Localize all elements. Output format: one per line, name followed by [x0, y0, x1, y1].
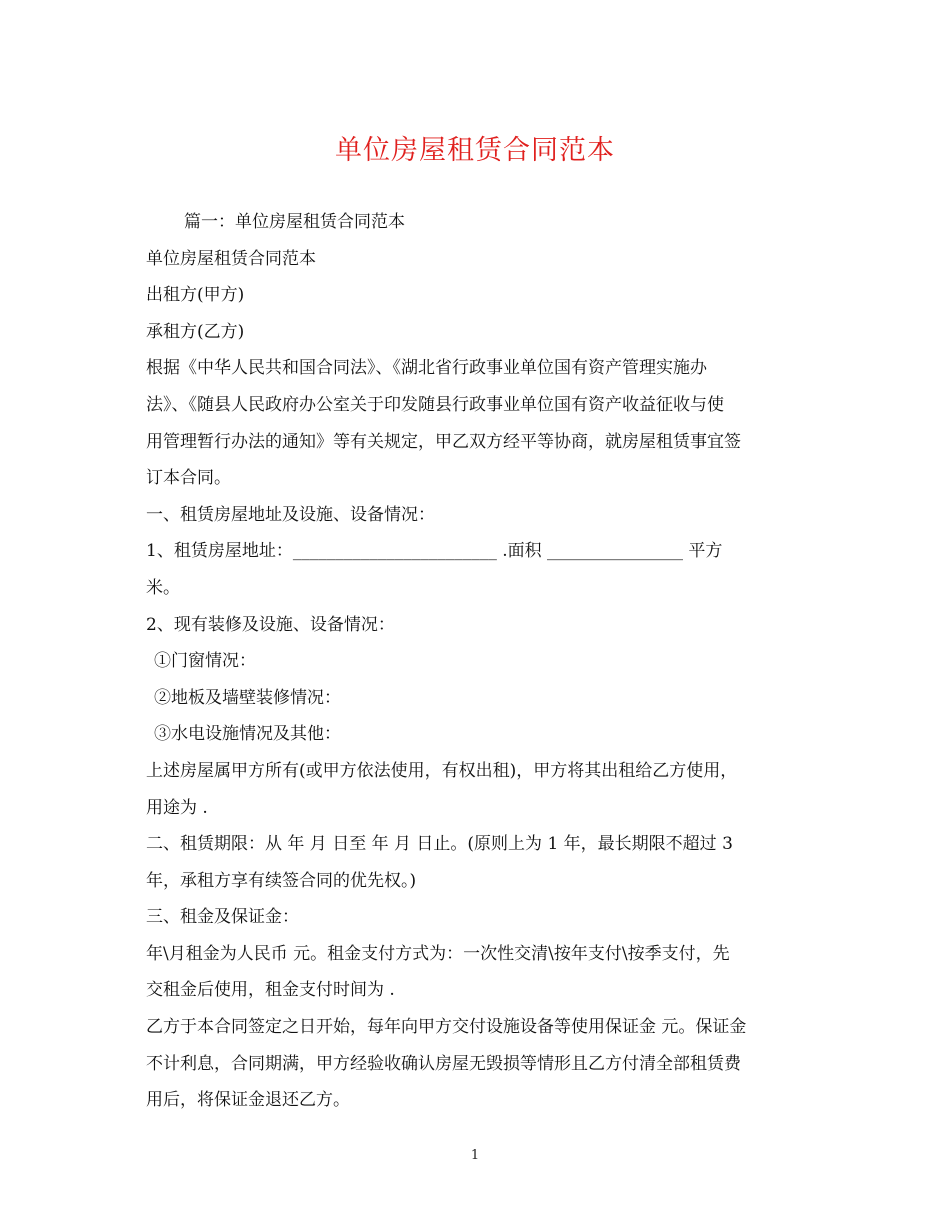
- paragraph-line: 用后，将保证金退还乙方。: [146, 1090, 350, 1111]
- clause-heading: 二、租赁期限：从 年 月 日至 年 月 日止。(原则上为 1 年，最长期限不超过 3: [146, 834, 733, 855]
- address-area-line: 1、租赁房屋地址：________________________ .面积 ________________ 平方: [146, 541, 723, 562]
- sub-item: ③水电设施情况及其他：: [154, 724, 341, 745]
- paragraph-line: 根据《中华人民共和国合同法》、《湖北省行政事业单位国有资产管理实施办: [146, 358, 707, 379]
- paragraph-line: 乙方于本合同签定之日开始，每年向甲方交付设施设备等使用保证金 元。保证金: [146, 1017, 747, 1038]
- paragraph-line: 年，承租方享有续签合同的优先权。): [146, 870, 417, 891]
- paragraph-line: 年\月租金为人民币 元。租金支付方式为：一次性交清\按年支付\按季支付，先: [146, 943, 730, 964]
- page-number: 1: [470, 1148, 480, 1163]
- paragraph-line: 交租金后使用，租金支付时间为 .: [146, 980, 395, 1001]
- paragraph-line: 米。: [146, 577, 180, 598]
- section-heading: 篇一：单位房屋租赁合同范本: [184, 212, 405, 232]
- sub-item: ②地板及墙壁装修情况：: [154, 687, 341, 708]
- paragraph-line: 法》、《随县人民政府办公室关于印发随县行政事业单位国有资产收益征收与使: [146, 394, 724, 415]
- document-title: 单位房屋租赁合同范本: [335, 135, 615, 166]
- paragraph-line: 用途为 .: [146, 797, 208, 818]
- document-body: [146, 204, 806, 1119]
- paragraph-line: 上述房屋属甲方所有(或甲方依法使用，有权出租)，甲方将其出租给乙方使用，: [146, 760, 738, 781]
- paragraph-line: 订本合同。: [146, 468, 231, 489]
- contract-name: 单位房屋租赁合同范本: [146, 248, 316, 269]
- sub-item: ①门窗情况：: [154, 651, 256, 672]
- clause-heading: 三、租金及保证金：: [146, 907, 299, 928]
- paragraph-line: 用管理暂行办法的通知》等有关规定，甲乙双方经平等协商，就房屋租赁事宜签: [146, 431, 741, 452]
- clause-heading: 一、租赁房屋地址及设施、设备情况：: [146, 504, 435, 525]
- paragraph-line: 不计利息，合同期满，甲方经验收确认房屋无毁损等情形且乙方付清全部租赁费: [146, 1053, 741, 1074]
- clause-item: 2、现有装修及设施、设备情况：: [146, 614, 395, 635]
- lessor-label: 出租方(甲方): [146, 285, 245, 306]
- lessee-label: 承租方(乙方): [146, 321, 245, 342]
